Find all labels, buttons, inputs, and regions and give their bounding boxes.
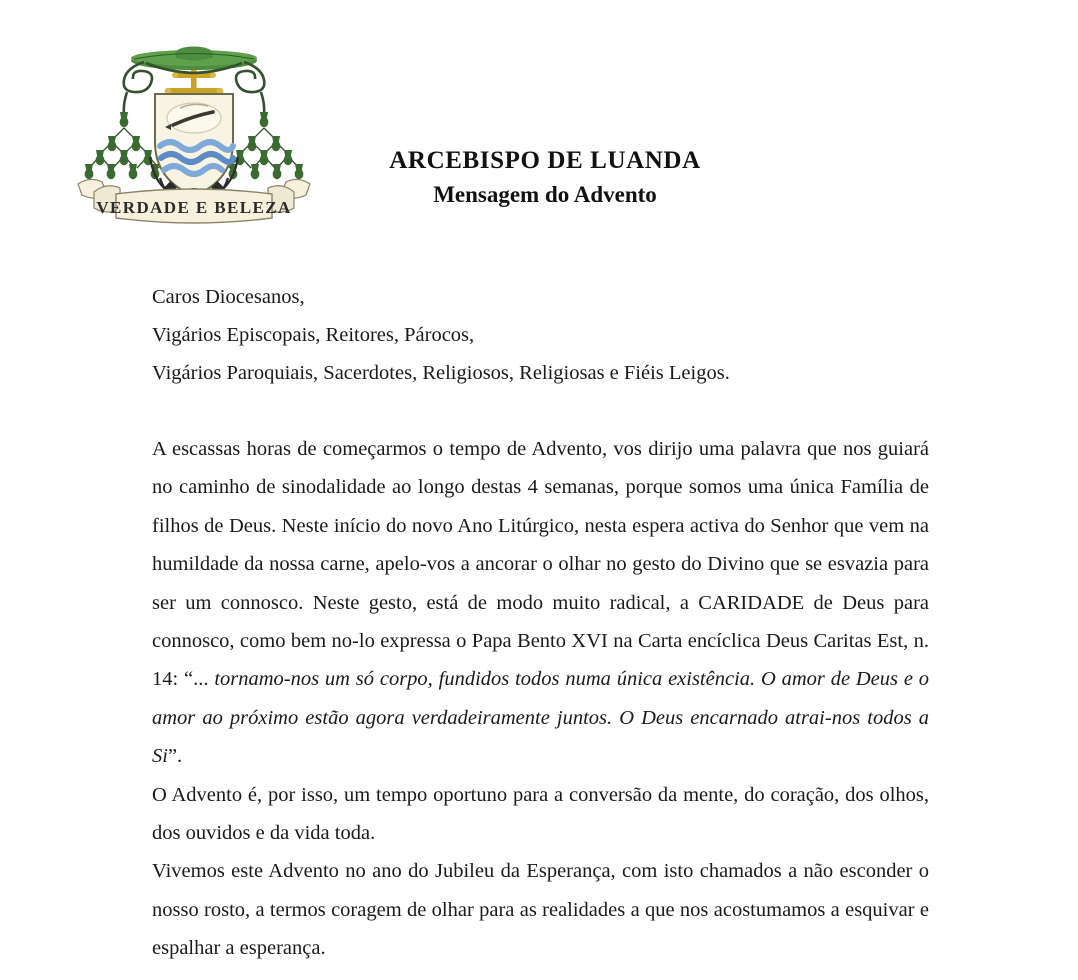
letterhead-titles	[330, 146, 760, 209]
motto-text: VERDADE E BELEZA	[96, 198, 292, 217]
heraldic-shield	[155, 94, 233, 196]
letter-body	[152, 278, 929, 968]
tassel-cluster-left	[85, 112, 160, 179]
encyclical-quotation: tornamo-nos um só corpo, fundidos todos numa única existência. O amor de Deus e o amor ao próximo estão agora verdadeiramente juntos. O Deus encarnado atrai-nos todos a Si	[152, 668, 929, 768]
letterhead	[0, 0, 1078, 250]
salutation-line-2: Vigários Episcopais, Reitores, Párocos,	[152, 324, 475, 346]
tassel-cluster-right	[229, 112, 304, 179]
paragraph-advento-conversao: O Advento é, por isso, um tempo oportuno para a conversão da mente, do coração, dos olhos, dos ouvidos e da vida toda.	[152, 783, 929, 845]
paragraph-1-text-before-quote: A escassas horas de começarmos o tempo de Advento, vos dirijo uma palavra que nos guiará no caminho de sinodalidade ao longo destas 4 semanas, porque somos uma única Família de filhos de Deus. Neste início do novo Ano Litúrgico, nesta espera activa do Senhor que vem na humildade da nossa carne, apelo-vos a ancorar o olhar no gesto do Divino que se esvazia para ser um connosco. Neste gesto, está de modo muito radical, a CARIDADE de Deus para connosco, como bem no-lo expressa o Papa Bento XVI na Carta encíclica Deus Caritas Est, n. 14: “...	[152, 438, 929, 691]
cut-off-bottom-line	[152, 966, 929, 980]
page-subtitle: Mensagem do Advento	[433, 181, 657, 207]
salutation-line-3: Vigários Paroquiais, Sacerdotes, Religiosos, Religiosas e Fiéis Leigos.	[152, 362, 730, 384]
page-title: ARCEBISPO DE LUANDA	[389, 147, 701, 174]
salutation-spacer	[152, 392, 929, 430]
salutation-line-1: Caros Diocesanos,	[152, 286, 305, 308]
galero-hat-icon	[131, 47, 257, 71]
paragraph-1-text-after-quote: ”.	[167, 745, 183, 768]
paragraph-jubileu-esperanca: Vivemos este Advento no ano do Jubileu da Esperança, com isto chamados a não esconder o nosso rosto, a termos coragem de olhar para as realidades a que nos acostumamos a esquivar e espalhar a esperança.	[152, 860, 929, 960]
paragraph-opening	[152, 430, 929, 776]
coat-of-arms-crest	[72, 32, 316, 228]
